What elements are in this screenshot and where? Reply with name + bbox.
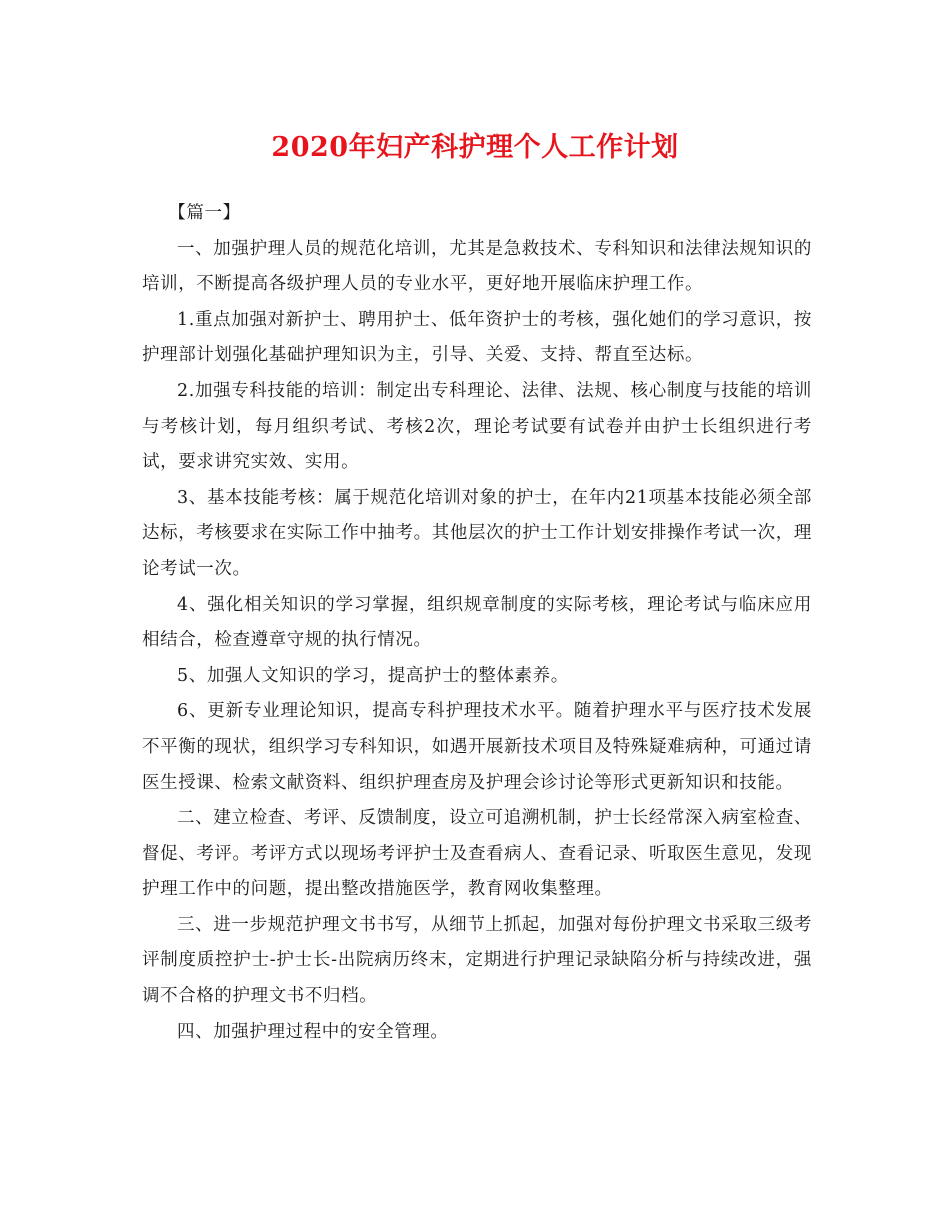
paragraph-6: 5、加强人文知识的学习，提高护士的整体素养。 (177, 665, 569, 686)
paragraph-3: 2.加强专科技能的培训：制定出专科理论、法律、法规、核心制度与技能的培训与考核计划，每月组织考试、考核2次，理论考试要有试卷并由护士长组织进行考试，要求讲究实效、实用。 (142, 380, 812, 473)
document-title: 2020年妇产科护理个人工作计划 (271, 132, 679, 163)
paragraph-8: 二、建立检查、考评、反馈制度，设立可追溯机制，护士长经常深入病室检查、督促、考评。考评方式以现场考评护士及查看病人、查看记录、听取医生意见，发现护理工作中的问题，提出整改措施医学，教育网收集整理。 (142, 808, 812, 900)
section-label: 【篇一】 (168, 203, 241, 223)
document-body (142, 196, 812, 1050)
paragraph-2: 1.重点加强对新护士、聘用护士、低年资护士的考核，强化她们的学习意识，按护理部计划强化基础护理知识为主，引导、关爱、支持、帮直至达标。 (142, 309, 812, 366)
paragraph-5: 4、强化相关知识的学习掌握，组织规章制度的实际考核，理论考试与临床应用相结合，检查遵章守规的执行情况。 (142, 594, 812, 651)
paragraph-4: 3、基本技能考核：属于规范化培训对象的护士，在年内21项基本技能必须全部达标，考核要求在实际工作中抽考。其他层次的护士工作计划安排操作考试一次，理论考试一次。 (142, 487, 812, 579)
paragraph-10: 四、加强护理过程中的安全管理。 (177, 1021, 449, 1042)
paragraph-9: 三、进一步规范护理文书书写，从细节上抓起，加强对每份护理文书采取三级考评制度质控护士-护士长-出院病历终末，定期进行护理记录缺陷分析与持续改进，强调不合格的护理文书不归档。 (142, 914, 812, 1007)
paragraph-7: 6、更新专业理论知识，提高专科护理技术水平。随着护理水平与医疗技术发展不平衡的现状，组织学习专科知识，如遇开展新技术项目及特殊疑难病种，可通过请医生授课、检索文献资料、组织护理查房及护理会诊讨论等形式更新知识和技能。 (142, 701, 812, 793)
paragraph-1: 一、加强护理人员的规范化培训，尤其是急救技术、专科知识和法律法规知识的培训，不断提高各级护理人员的专业水平，更好地开展临床护理工作。 (142, 238, 812, 295)
